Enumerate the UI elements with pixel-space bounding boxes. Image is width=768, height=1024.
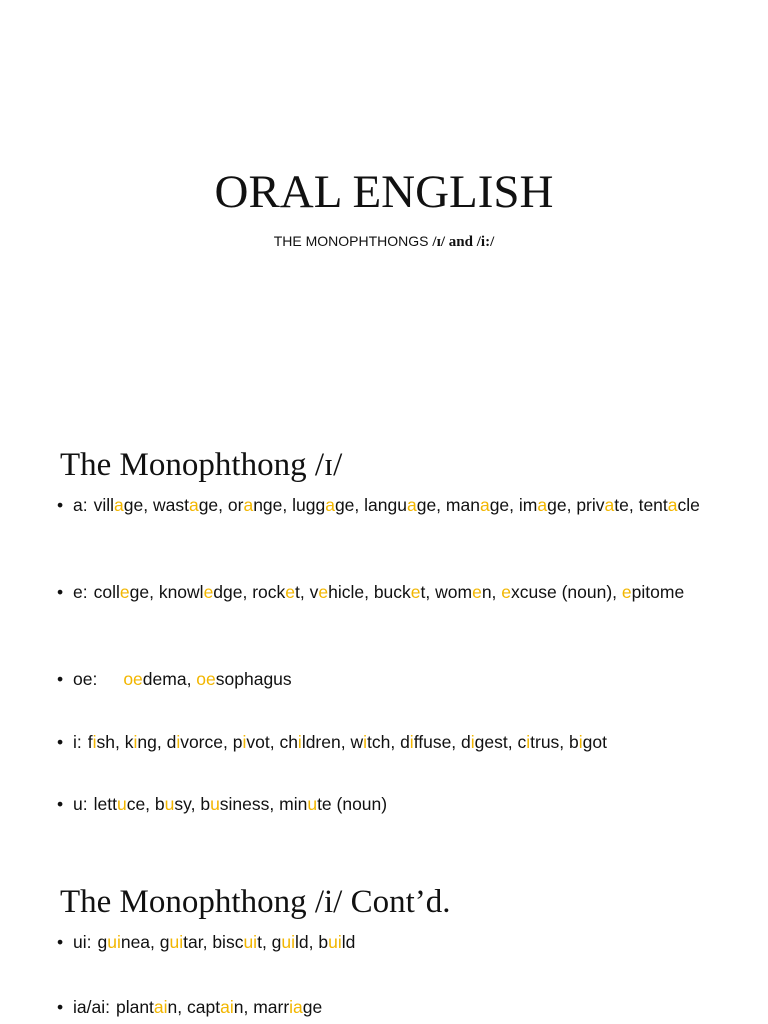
bullet-icon: •	[57, 669, 64, 689]
word: citrus,	[517, 732, 570, 752]
item-label: i:	[73, 732, 82, 752]
word: guinea,	[97, 932, 160, 952]
bullet-icon: •	[57, 582, 64, 602]
highlighted-letters: e	[621, 582, 632, 602]
highlighted-letters: i	[242, 732, 247, 752]
highlighted-letters: e	[318, 582, 329, 602]
highlighted-letters: e	[203, 582, 214, 602]
highlighted-letters: ia	[289, 997, 303, 1017]
word: children,	[279, 732, 351, 752]
word: excuse (noun),	[501, 582, 618, 602]
word: rocket,	[252, 582, 310, 602]
word-list	[97, 932, 355, 952]
highlighted-letters: ui	[243, 932, 258, 952]
highlighted-letters: oe	[196, 669, 216, 689]
highlighted-letters: i	[470, 732, 475, 752]
word: witch,	[350, 732, 401, 752]
word-list	[123, 669, 291, 689]
word: oedema,	[123, 669, 197, 689]
list-item	[57, 930, 737, 954]
word: pivot,	[232, 732, 280, 752]
highlighted-letters: i	[176, 732, 181, 752]
subtitle-ipa: /ɪ/ and /i:/	[432, 234, 495, 250]
highlighted-letters: a	[537, 495, 548, 515]
highlighted-letters: a	[479, 495, 490, 515]
highlighted-letters: i	[363, 732, 367, 752]
word: oesophagus	[196, 669, 292, 689]
word: guild,	[271, 932, 319, 952]
highlighted-letters: u	[164, 794, 175, 814]
highlighted-letters: ui	[328, 932, 342, 952]
item-label: u:	[73, 794, 88, 814]
word: busy,	[154, 794, 201, 814]
highlighted-letters: i	[578, 732, 583, 752]
highlighted-letters: i	[133, 732, 138, 752]
highlighted-letters: e	[119, 582, 130, 602]
word: biscuit,	[212, 932, 272, 952]
highlighted-letters: i	[92, 732, 97, 752]
word: build	[318, 932, 356, 952]
item-label: e:	[73, 582, 88, 602]
word-list	[94, 495, 700, 515]
bullet-icon: •	[57, 732, 64, 752]
word: plantain,	[115, 997, 188, 1017]
word: vehicle,	[309, 582, 374, 602]
word-list	[94, 794, 388, 814]
highlighted-letters: a	[188, 495, 199, 515]
highlighted-letters: ui	[281, 932, 296, 952]
highlighted-letters: e	[501, 582, 512, 602]
highlighted-letters: i	[297, 732, 302, 752]
word-list	[88, 732, 607, 752]
word: minute (noun)	[279, 794, 388, 814]
word: bigot	[569, 732, 607, 752]
highlighted-letters: i	[526, 732, 531, 752]
highlighted-letters: a	[114, 495, 124, 515]
list-item	[57, 792, 737, 816]
highlighted-letters: u	[116, 794, 127, 814]
word: digest,	[461, 732, 518, 752]
bullet-icon: •	[57, 932, 64, 952]
highlighted-letters: e	[410, 582, 421, 602]
word: women,	[435, 582, 502, 602]
section-heading-monophthong: The Monophthong /ɪ/	[60, 447, 343, 483]
highlighted-letters: ui	[107, 932, 121, 952]
word-list	[116, 997, 322, 1017]
bullet-icon: •	[57, 997, 64, 1017]
word: diffuse,	[400, 732, 462, 752]
word: wastage,	[152, 495, 228, 515]
section-heading-monophthong-contd: The Monophthong /i/ Cont’d.	[60, 884, 451, 920]
item-label: a:	[73, 495, 88, 515]
item-label: oe:	[73, 669, 98, 689]
highlighted-letters: a	[406, 495, 417, 515]
highlighted-letters: a	[667, 495, 678, 515]
word: fish,	[87, 732, 125, 752]
word: guitar,	[159, 932, 213, 952]
word: captain,	[187, 997, 254, 1017]
word: private,	[576, 495, 639, 515]
word-list	[94, 582, 685, 602]
highlighted-letters: e	[472, 582, 482, 602]
item-label: ia/ai:	[73, 997, 110, 1017]
page-title: ORAL ENGLISH	[214, 166, 554, 218]
word: knowledge,	[158, 582, 253, 602]
highlighted-letters: ui	[169, 932, 184, 952]
highlighted-letters: i	[409, 732, 414, 752]
word: village,	[93, 495, 153, 515]
word: business,	[200, 794, 280, 814]
word: tentacle	[638, 495, 700, 515]
word: bucket,	[373, 582, 436, 602]
list-item	[57, 493, 737, 517]
subtitle-text: THE MONOPHTHONGS	[273, 233, 433, 249]
highlighted-letters: u	[210, 794, 220, 814]
word: luggage,	[292, 495, 365, 515]
highlighted-letters: a	[325, 495, 335, 515]
list-item	[57, 730, 737, 754]
item-label: ui:	[73, 932, 92, 952]
word: college,	[93, 582, 159, 602]
list-item	[57, 667, 737, 691]
highlighted-letters: ai	[153, 997, 168, 1017]
word: language,	[364, 495, 446, 515]
highlighted-letters: ai	[220, 997, 234, 1017]
list-item	[57, 580, 737, 604]
word: divorce,	[166, 732, 233, 752]
word: manage,	[445, 495, 519, 515]
highlighted-letters: oe	[123, 669, 143, 689]
page-subtitle	[0, 232, 768, 251]
highlighted-letters: e	[285, 582, 296, 602]
highlighted-letters: a	[604, 495, 615, 515]
word: marriage	[253, 997, 323, 1017]
word: image,	[518, 495, 572, 515]
list-item	[57, 995, 737, 1019]
word: lettuce,	[93, 794, 155, 814]
word: orange,	[227, 495, 293, 515]
bullet-icon: •	[57, 495, 64, 515]
highlighted-letters: u	[307, 794, 318, 814]
bullet-icon: •	[57, 794, 64, 814]
highlighted-letters: a	[243, 495, 254, 515]
word: king,	[124, 732, 167, 752]
word: epitome	[621, 582, 685, 602]
